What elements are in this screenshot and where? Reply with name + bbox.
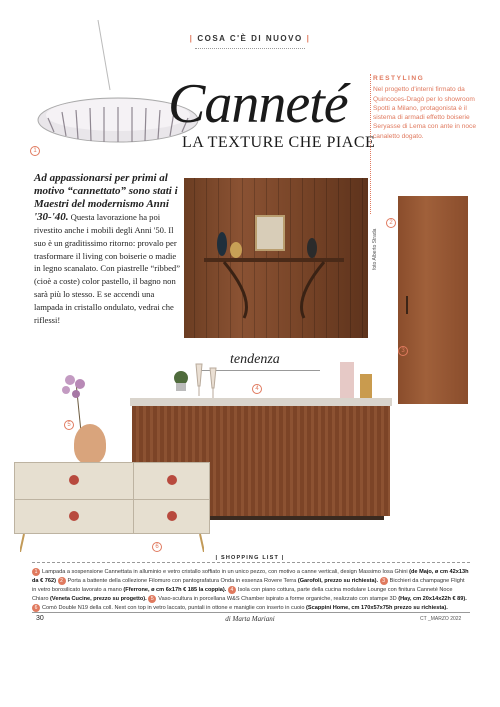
plant-image [170,370,192,392]
table-lamp-image [338,360,378,400]
shopping-list-heading: | SHOPPING LIST | [215,555,285,561]
tendenza-label: tendenza [230,352,280,367]
badge-3: 3 [398,346,408,356]
console-table-image [184,178,368,338]
restyling-box [373,74,488,141]
list-item: 1 Lampada a sospensione Cannettata in alluminio e vetro cristallo soffiato in un unico pezzo, con motivo a canne verticali, design Massimo Iosa Ghini (de Majo, ø cm 42x13h da € 762) [32,569,469,584]
badge-4: 4 [252,384,262,394]
list-item: 2 Porta a battente della collezione Filomuro con pantografatura Onda in essenza Rovere Terra (Garofoli, prezzo su richiesta). [58,578,379,584]
restyling-divider [370,74,371,214]
intro-lead: Ad appassionarsi per primi al motivo “cannettato” sono stati i Maestri del modernismo Anni '30-'40. [34,172,178,223]
sideboard-image [14,462,210,534]
knob [167,475,177,485]
page-subtitle: LA TEXTURE CHE PIACE [182,134,376,151]
section-header: | COSA C'È DI NUOVO | [189,34,311,43]
champagne-glasses-image [190,362,226,400]
knob [69,511,79,521]
author-byline: di Marta Mariani [225,615,275,623]
list-item: 4 Isola con piano cottura, parte della cucina modulare Lounge con finitura Canneté Noce Chiaro (Veneta Cucine, prezzo su progetto). [32,587,453,602]
list-item: 5 Vaso-scultura in porcellana W&S Chamber ispirato a forme organiche, realizzato con stampe 3D (Hay, cm 20x14x22h € 89). [148,596,467,602]
restyling-kicker: RESTYLING [373,75,425,82]
restyling-text: Nel progetto d'interni firmato da Quincoces-Dragò per lo showroom Spotti a Milano, protagonista è il sistema di armadi effetto boiserie Seryasse di Lema con ante in noce canaletto dogato. [373,86,476,140]
door-image [398,196,468,404]
door-handle [406,296,408,314]
section-label: COSA C'È DI NUOVO [197,34,303,43]
knob [69,475,79,485]
shopping-divider [32,562,470,563]
issue-label: CT _MARZO 2022 [420,616,462,622]
island-countertop [130,398,392,406]
badge-5: 5 [64,420,74,430]
badge-6: 6 [152,542,162,552]
footer-divider [32,612,470,613]
page-title: Canneté [168,73,348,135]
badge-2: 2 [386,218,396,228]
list-item: 3 Bicchieri da champagne Flight in vetro borosilicato lavorato a mano (Fferrone, ø cm 6x17h € 185 la coppia). [32,578,465,593]
knob [167,511,177,521]
vase-image [74,424,106,464]
photo-credit: foto Alberto Strada [372,228,378,270]
sideboard-legs [20,534,204,552]
page-number: 30 [36,615,44,622]
list-item: 6 Comò Double N19 della coll. Next con top in vetro laccato, puntali in ottone e maniglie con inserto in cuoio (Scappini Home, cm 170x57x75h prezzo su richiesta). [32,605,448,611]
boiserie-photo [184,178,368,338]
shopping-list [32,568,470,613]
intro-text [34,172,182,326]
badge-1: 1 [30,146,40,156]
intro-body: Questa lavorazione ha poi rivestito anche i mobili degli Anni '50. Il suo è un graditissimo ritorno: provalo per trasformare il living con boiserie o madie in legno scanalato. Con piastrelle “ribbed” (cioè a coste) color pastello, il bagno non sarà più lo stesso. E se accendi una lampada in cristallo ondulato, vedrai che riflessi! [34,212,181,325]
